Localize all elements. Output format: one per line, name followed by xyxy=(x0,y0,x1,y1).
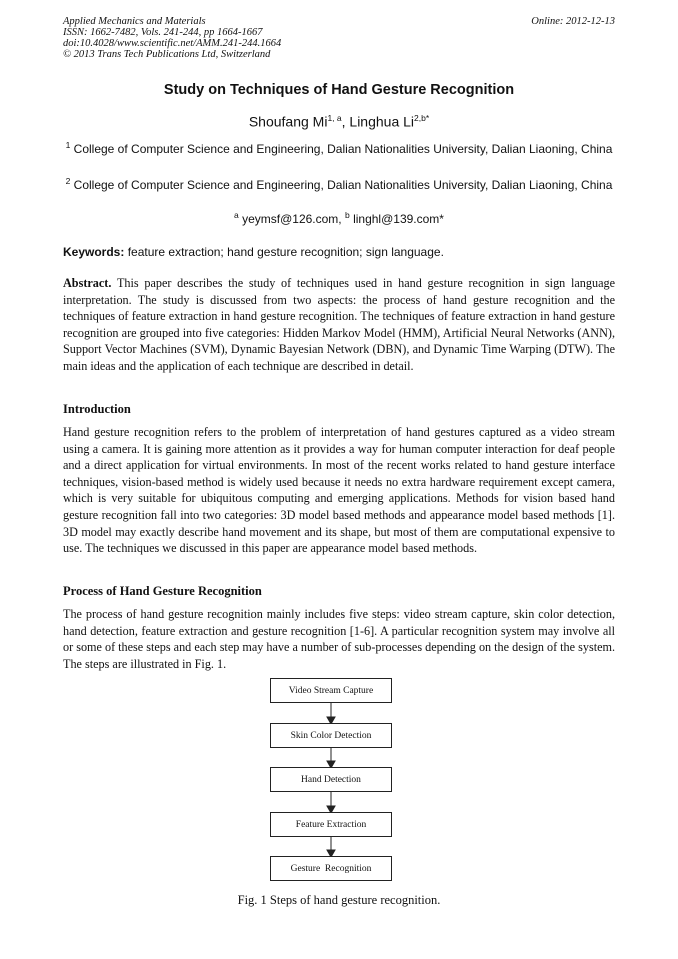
affiliation-text: College of Computer Science and Engineering, Dalian Nationalities University, Dalian Liaoning, China xyxy=(73,178,613,192)
figure-caption: Fig. 1 Steps of hand gesture recognition. xyxy=(237,893,441,907)
journal-header xyxy=(63,16,615,60)
keywords xyxy=(63,245,615,259)
doi-line: doi:10.4028/www.scientific.net/AMM.241-244.1664 xyxy=(63,38,282,49)
journal-name: Applied Mechanics and Materials xyxy=(63,16,206,27)
keywords-text: feature extraction; hand gesture recognition; sign language. xyxy=(127,245,444,259)
section-heading-introduction: Introduction xyxy=(63,402,131,416)
email-mark: b xyxy=(344,210,350,220)
email-address: linghl@139.com* xyxy=(353,212,444,226)
abstract-text: This paper describes the study of techniques used in hand gesture recognition in sign language interpretation. The study is discussed from two aspects: the process of hand gesture recognition and the techniques of feature extraction in hand gesture recognition. The techniques of feature extraction in hand gesture recognition are grouped into five categories: Hidden Markov Model (HMM), Artificial Neural Networks (ANN), Support Vector Machines (SVM), Dynamic Bayesian Network (DBN), and Dynamic Time Warping (DTW). The main ideas and the application of each technique are described in detail. xyxy=(63,276,615,373)
author-separator: , xyxy=(341,113,350,130)
flow-step-video-stream-capture: Video Stream Capture xyxy=(270,678,392,703)
issn-line: ISSN: 1662-7482, Vols. 241-244, pp 1664-1667 xyxy=(63,27,263,38)
online-date: Online: 2012-12-13 xyxy=(531,16,615,27)
affiliation-mark: 1 xyxy=(65,140,71,150)
author-emails xyxy=(0,210,678,226)
affiliation-text: College of Computer Science and Engineering, Dalian Nationalities University, Dalian Liaoning, China xyxy=(73,142,613,156)
paper-title: Study on Techniques of Hand Gesture Recognition xyxy=(163,82,515,98)
section-heading-process: Process of Hand Gesture Recognition xyxy=(63,584,262,598)
abstract-label: Abstract. xyxy=(63,276,112,290)
author-affiliation-mark: 1, a xyxy=(327,113,342,123)
author-name: Shoufang Mi xyxy=(248,113,328,130)
abstract xyxy=(63,275,615,375)
author-affiliation-mark: 2,b* xyxy=(414,113,430,123)
affiliation xyxy=(63,173,615,193)
flow-step-hand-detection: Hand Detection xyxy=(270,767,392,792)
author-name: Linghua Li xyxy=(349,113,415,130)
email-mark: a xyxy=(234,210,239,220)
affiliation-mark: 2 xyxy=(65,176,71,186)
copyright-line: © 2013 Trans Tech Publications Ltd, Switzerland xyxy=(63,49,271,60)
email-address: yeymsf@126.com, xyxy=(242,212,342,226)
process-text: The process of hand gesture recognition mainly includes five steps: video stream capture, skin color detection, hand detection, feature extraction and gesture recognition [1-6]. A particular recognition system may involve all or some of these steps and each step may have a number of sub-processes depending on the design of the system. The steps are illustrated in Fig. 1. xyxy=(63,607,616,671)
flow-step-skin-color-detection: Skin Color Detection xyxy=(270,723,392,748)
introduction-text: Hand gesture recognition refers to the problem of interpretation of hand gestures captured as a video stream using a camera. It is gaining more attention as it provides a way for human computer interaction for deaf people and a direct application for virtual environments. In most of the recent works related to hand gesture interface techniques, vision-based method is widely used because it needs no extra hardware requirement except camera, which is very suitable for ubiquitous computing and emerging applications. Methods for vision based hand gesture recognition fall into two categories: 3D model based methods and appearance model based methods [1]. 3D model may exactly describe hand movement and its shape, but most of them are computational expensive to use. The techniques we discussed in this paper are appearance model based methods. xyxy=(63,425,615,556)
flow-step-feature-extraction: Feature Extraction xyxy=(270,812,392,837)
flow-step-gesture-recognition: Gesture Recognition xyxy=(270,856,392,881)
keywords-label: Keywords: xyxy=(63,245,125,259)
author-list xyxy=(0,113,678,130)
affiliation xyxy=(63,137,615,157)
